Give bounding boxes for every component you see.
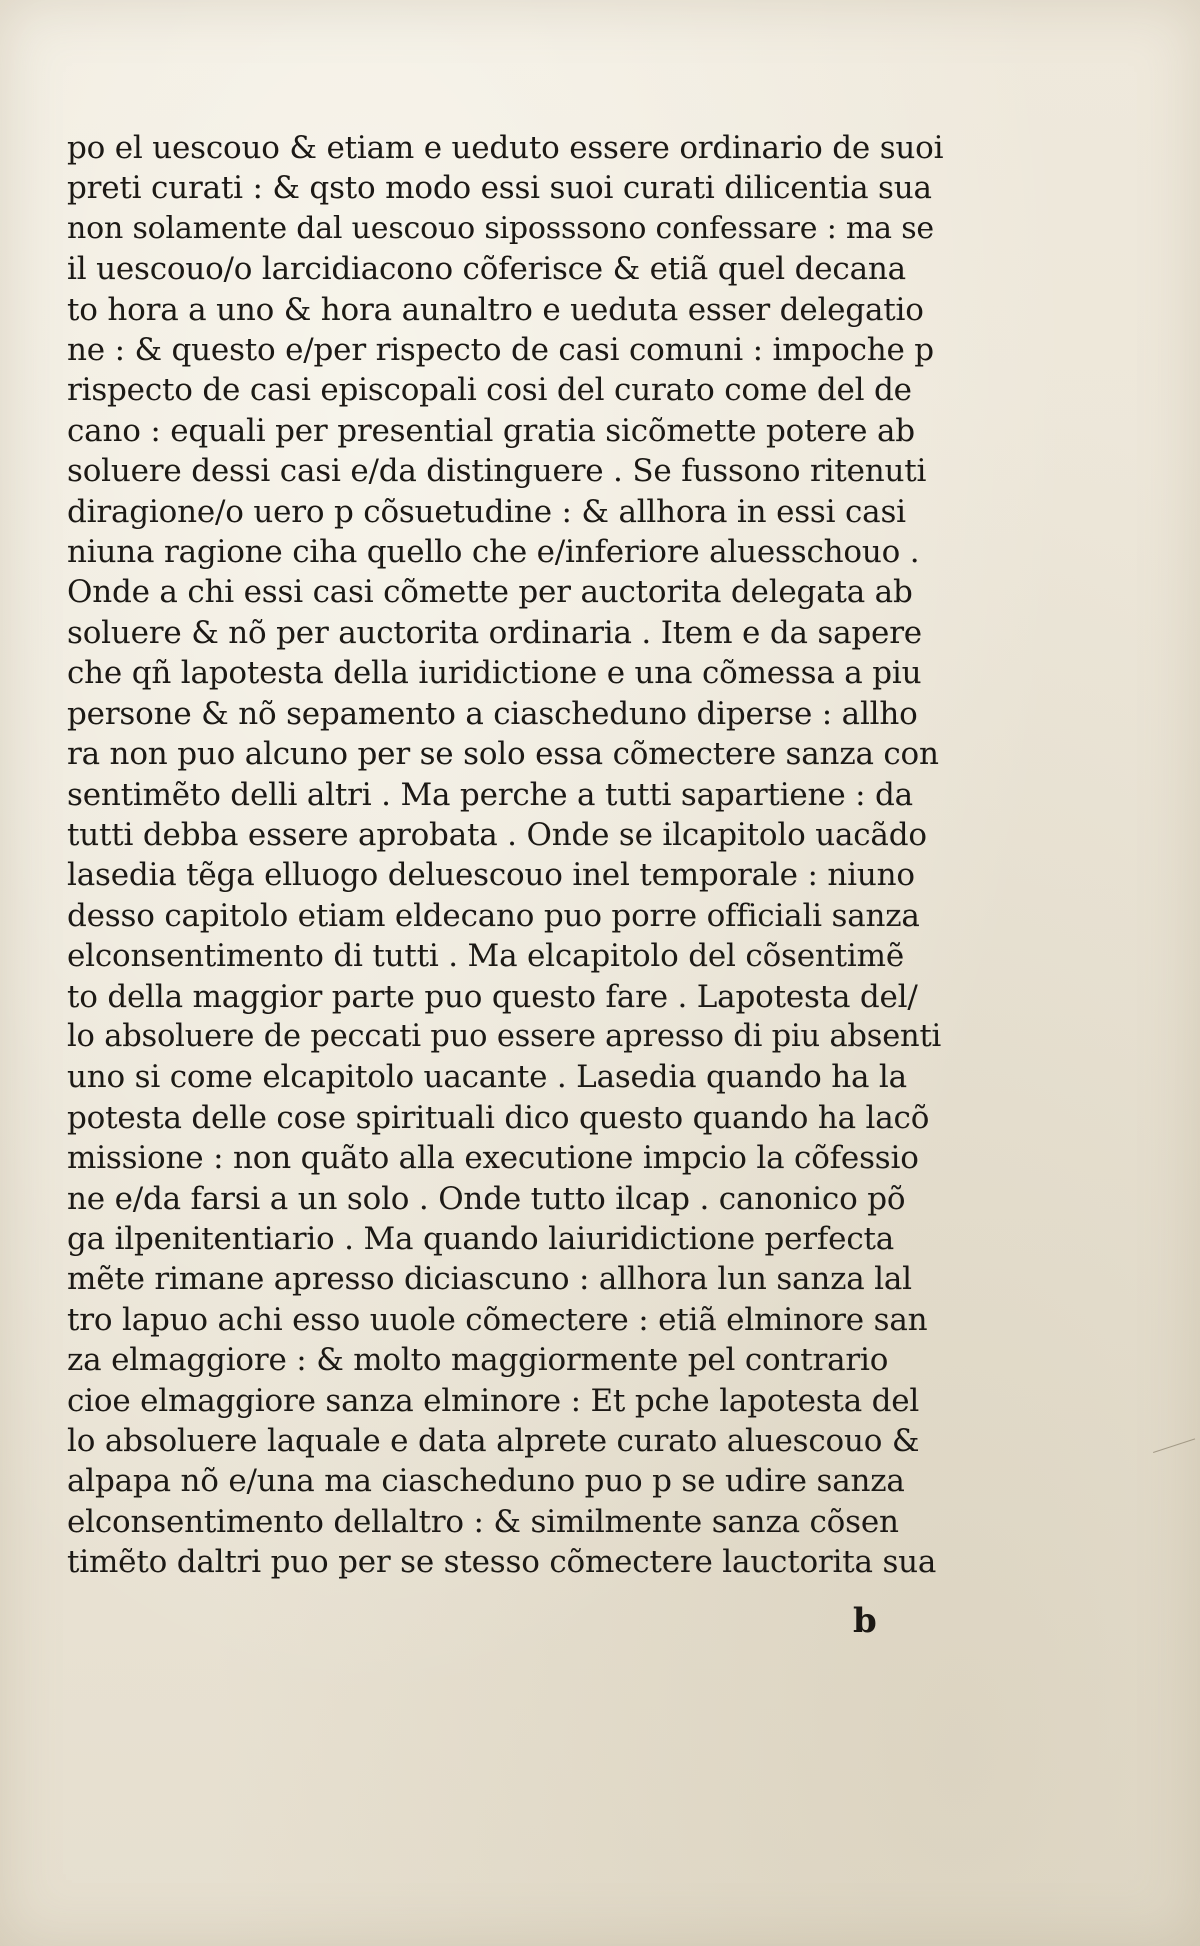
text-line: ga ilpenitentiario . Ma quando laiuridictione perfecta bbox=[67, 1220, 895, 1257]
text-line: elconsentimento dellaltro : & similmente sanza cõsen bbox=[67, 1503, 899, 1540]
text-line: lo absoluere laquale e data alprete curato aluescouo & bbox=[67, 1423, 920, 1459]
text-line: ne e/da farsi a un solo . Onde tutto ilcap . canonico põ bbox=[67, 1180, 906, 1217]
text-line: potesta delle cose spirituali dico questo quando ha lacõ bbox=[67, 1099, 930, 1136]
text-line: tutti debba essere aprobata . Onde se ilcapitolo uacãdo bbox=[67, 816, 927, 853]
text-line: missione : non quãto alla executione impcio la cõfessio bbox=[67, 1140, 919, 1177]
text-line: tro lapuo achi esso uuole cõmectere : etiã elminore san bbox=[67, 1301, 928, 1338]
text-line: soluere dessi casi e/da distinguere . Se fussono ritenuti bbox=[67, 453, 927, 490]
text-line: Onde a chi essi casi cõmette per auctorita delegata ab bbox=[67, 574, 913, 611]
text-line: za elmaggiore : & molto maggiormente pel contrario bbox=[67, 1342, 889, 1379]
text-line: sentimẽto delli altri . Ma perche a tutti sapartiene : da bbox=[67, 776, 913, 813]
signature-mark: b bbox=[853, 1601, 877, 1641]
text-line: po el uescouo & etiam e ueduto essere ordinario de suoi bbox=[67, 130, 944, 166]
text-line: desso capitolo etiam eldecano puo porre officiali sanza bbox=[67, 897, 920, 934]
text-line: lo absoluere de peccati puo essere apresso di piu absenti bbox=[67, 1018, 942, 1054]
text-line: persone & nõ sepamento a ciascheduno diperse : allho bbox=[67, 695, 918, 732]
text-line: cano : equali per presential gratia sicõmette potere ab bbox=[67, 412, 915, 449]
text-line: ra non puo alcuno per se solo essa cõmectere sanza con bbox=[67, 736, 939, 773]
text-line: lasedia tẽga elluogo deluescouo inel temporale : niuno bbox=[67, 857, 915, 894]
text-line: mẽte rimane apresso diciascuno : allhora lun sanza lal bbox=[67, 1261, 912, 1298]
text-line: preti curati : & qsto modo essi suoi curati dilicentia sua bbox=[67, 170, 932, 207]
text-line: niuna ragione ciha quello che e/inferiore aluesschouo . bbox=[67, 534, 920, 571]
text-line: soluere & nõ per auctorita ordinaria . Item e da sapere bbox=[67, 614, 922, 651]
text-line: alpapa nõ e/una ma ciascheduno puo p se udire sanza bbox=[67, 1463, 905, 1500]
text-line: ne : & questo e/per rispecto de casi comuni : impoche p bbox=[67, 332, 934, 369]
text-line: rispecto de casi episcopali cosi del curato come del de bbox=[67, 372, 912, 409]
text-line: diragione/o uero p cõsuetudine : & allhora in essi casi bbox=[67, 493, 906, 530]
text-line: timẽto daltri puo per se stesso cõmectere lauctorita sua bbox=[67, 1544, 937, 1581]
text-line: to hora a uno & hora aunaltro e ueduta esser delegatio bbox=[67, 291, 924, 328]
body-text bbox=[67, 128, 947, 1583]
text-line: che qñ lapotesta della iuridictione e una cõmessa a piu bbox=[67, 655, 922, 692]
text-line: cioe elmaggiore sanza elminore : Et pche lapotesta del bbox=[67, 1382, 920, 1419]
text-line: il uescouo/o larcidiacono cõferisce & etiã quel decana bbox=[67, 251, 906, 288]
text-line: uno si come elcapitolo uacante . Lasedia quando ha la bbox=[67, 1059, 907, 1096]
text-line: to della maggior parte puo questo fare . Lapotesta del/ bbox=[67, 978, 918, 1015]
margin-stroke bbox=[1153, 1438, 1200, 1468]
text-line: elconsentimento di tutti . Ma elcapitolo del cõsentimẽ bbox=[67, 938, 904, 975]
text-line: non solamente dal uescouo siposssono confessare : ma se bbox=[67, 210, 934, 246]
